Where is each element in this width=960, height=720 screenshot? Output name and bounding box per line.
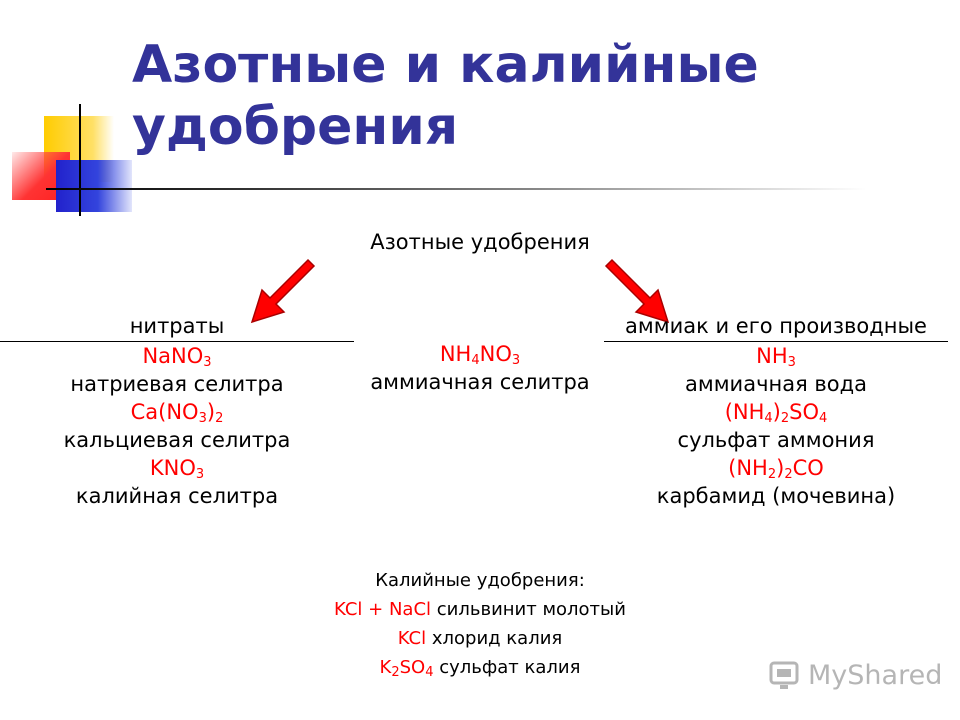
nitrogen-heading: Азотные удобрения <box>370 230 590 254</box>
name-calcium-nitrate: кальциевая селитра <box>63 428 291 452</box>
name-sodium-nitrate: натриевая селитра <box>70 372 284 396</box>
myshared-watermark <box>768 656 943 696</box>
name-sylvinite: сильвинит молотый <box>431 599 626 620</box>
formula-nh42so4: $(NH_4)_2SO_4$ <box>724 400 828 426</box>
formula-nh3: $NH_3$ <box>756 344 796 370</box>
myshared-logo-icon <box>768 658 802 692</box>
name-ammonium-sulfate: сульфат аммония <box>677 428 875 452</box>
ammonia-header: аммиак и его производные <box>625 314 927 338</box>
decor-vertical-line <box>79 104 81 216</box>
nitrates-column <box>0 312 354 510</box>
formula-kcl-nacl: KCl + NaCl <box>334 599 432 620</box>
watermark-text: MyShared <box>808 660 943 691</box>
formula-nh22co: $(NH_2)_2CO$ <box>728 456 824 482</box>
formula-kcl: KCl <box>397 628 427 649</box>
name-potassium-nitrate: калийная селитра <box>75 484 279 508</box>
potash-line-kcl <box>290 624 670 653</box>
name-potassium-chloride: хлорид калия <box>426 628 563 649</box>
page-title: Азотные и калийные удобрения <box>132 35 759 157</box>
decor-blue-square <box>56 160 132 212</box>
formula-cano32: $Ca(NO_3)_2$ <box>130 400 224 426</box>
potash-heading: Калийные удобрения: <box>375 570 585 591</box>
name-ammonium-nitrate: аммиачная селитра <box>370 370 590 394</box>
formula-k2so4: $K_2SO_4$ <box>379 657 434 680</box>
formula-kno3: $KNO_3$ <box>149 456 205 482</box>
name-ammonia-water: аммиачная вода <box>685 372 867 396</box>
nitrates-header: нитраты <box>129 314 225 338</box>
potash-line-sylvinite <box>290 595 670 624</box>
potash-line-k2so4 <box>290 653 670 682</box>
potash-section <box>290 566 670 682</box>
formula-nano3: NaNO$_3$ <box>142 344 212 370</box>
ammonium-nitrate-column <box>354 340 606 396</box>
name-potassium-sulfate: сульфат калия <box>433 657 581 678</box>
title-underline <box>46 188 866 190</box>
name-urea: карбамид (мочевина) <box>656 484 896 508</box>
formula-nh4no3: $NH_4NO_3$ <box>439 342 521 368</box>
ammonia-column <box>604 312 948 510</box>
